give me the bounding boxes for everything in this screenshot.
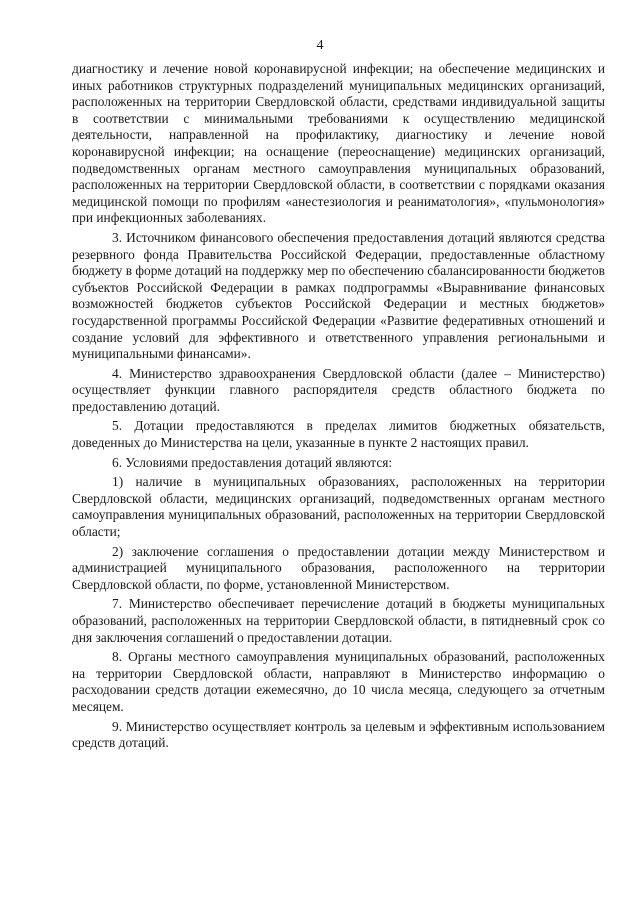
document-body [72, 61, 605, 752]
paragraph-4: 4. Министерство здравоохранения Свердловской области (далее – Министерство) осуществляет функции главного распорядителя средств областного бюджета по предоставлению дотаций. [72, 365, 605, 414]
paragraph-9: 9. Министерство осуществляет контроль за целевым и эффективным использованием средств дотаций. [72, 718, 605, 751]
paragraph-continuation: диагностику и лечение новой коронавирусной инфекции; на обеспечение медицинских и иных работников структурных подразделений муниципальных медицинских организаций, расположенных на территории Свердловской области, средствами индивидуальной защиты в соответствии с минимальными требованиями к осуществлению медицинской деятельности, направленной на профилактику, диагностику и лечение новой коронавирусной инфекции; на оснащение (переоснащение) медицинских организаций, подведомственных органам местного самоуправления муниципальных образований, расположенных на территории Свердловской области, в соответствии с порядками оказания медицинской помощи по профилям «анестезиология и реаниматология», «пульмонология» при инфекционных заболеваниях. [72, 61, 605, 226]
paragraph-6: 6. Условиями предоставления дотаций являются: [112, 454, 393, 470]
paragraph-8: 8. Органы местного самоуправления муниципальных образований, расположенных на территории Свердловской области, направляют в Министерство информацию о расходовании средств дотации ежемесячно, до 10 числа месяца, следующего за отчетным месяцем. [72, 649, 605, 714]
paragraph-3: 3. Источником финансового обеспечения предоставления дотаций являются средства резервного фонда Правительства Российской Федерации, предоставленные областному бюджету в форме дотаций на поддержку мер по обеспечению сбалансированности бюджетов субъектов Российской Федерации в рамках подпрограммы «Выравнивание финансовых возможностей бюджетов субъектов Российской Федерации и местных бюджетов» государственной программы Российской Федерации «Развитие федеративных отношений и создание условий для эффективного и ответственного управления региональными и муниципальными финансами». [72, 229, 605, 362]
paragraph-6-item-1: 1) наличие в муниципальных образованиях, расположенных на территории Свердловской области, медицинских организаций, подведомственных органам местного самоуправления муниципальных образований, расположенных на территории Свердловской области; [72, 474, 605, 540]
paragraph-6-item-2: 2) заключение соглашения о предоставлении дотации между Министерством и администрацией муниципального образования, расположенного на территории Свердловской области, по форме, установленной Министерством. [72, 543, 605, 592]
paragraph-5: 5. Дотации предоставляются в пределах лимитов бюджетных обязательств, доведенных до Министерства на цели, указанные в пункте 2 настоящих правил. [72, 418, 605, 451]
page-number: 4 [316, 38, 324, 53]
paragraph-7: 7. Министерство обеспечивает перечисление дотаций в бюджеты муниципальных образований, расположенных на территории Свердловской области, в пятидневный срок со дня заключения соглашений о предоставлении дотации. [72, 596, 605, 645]
